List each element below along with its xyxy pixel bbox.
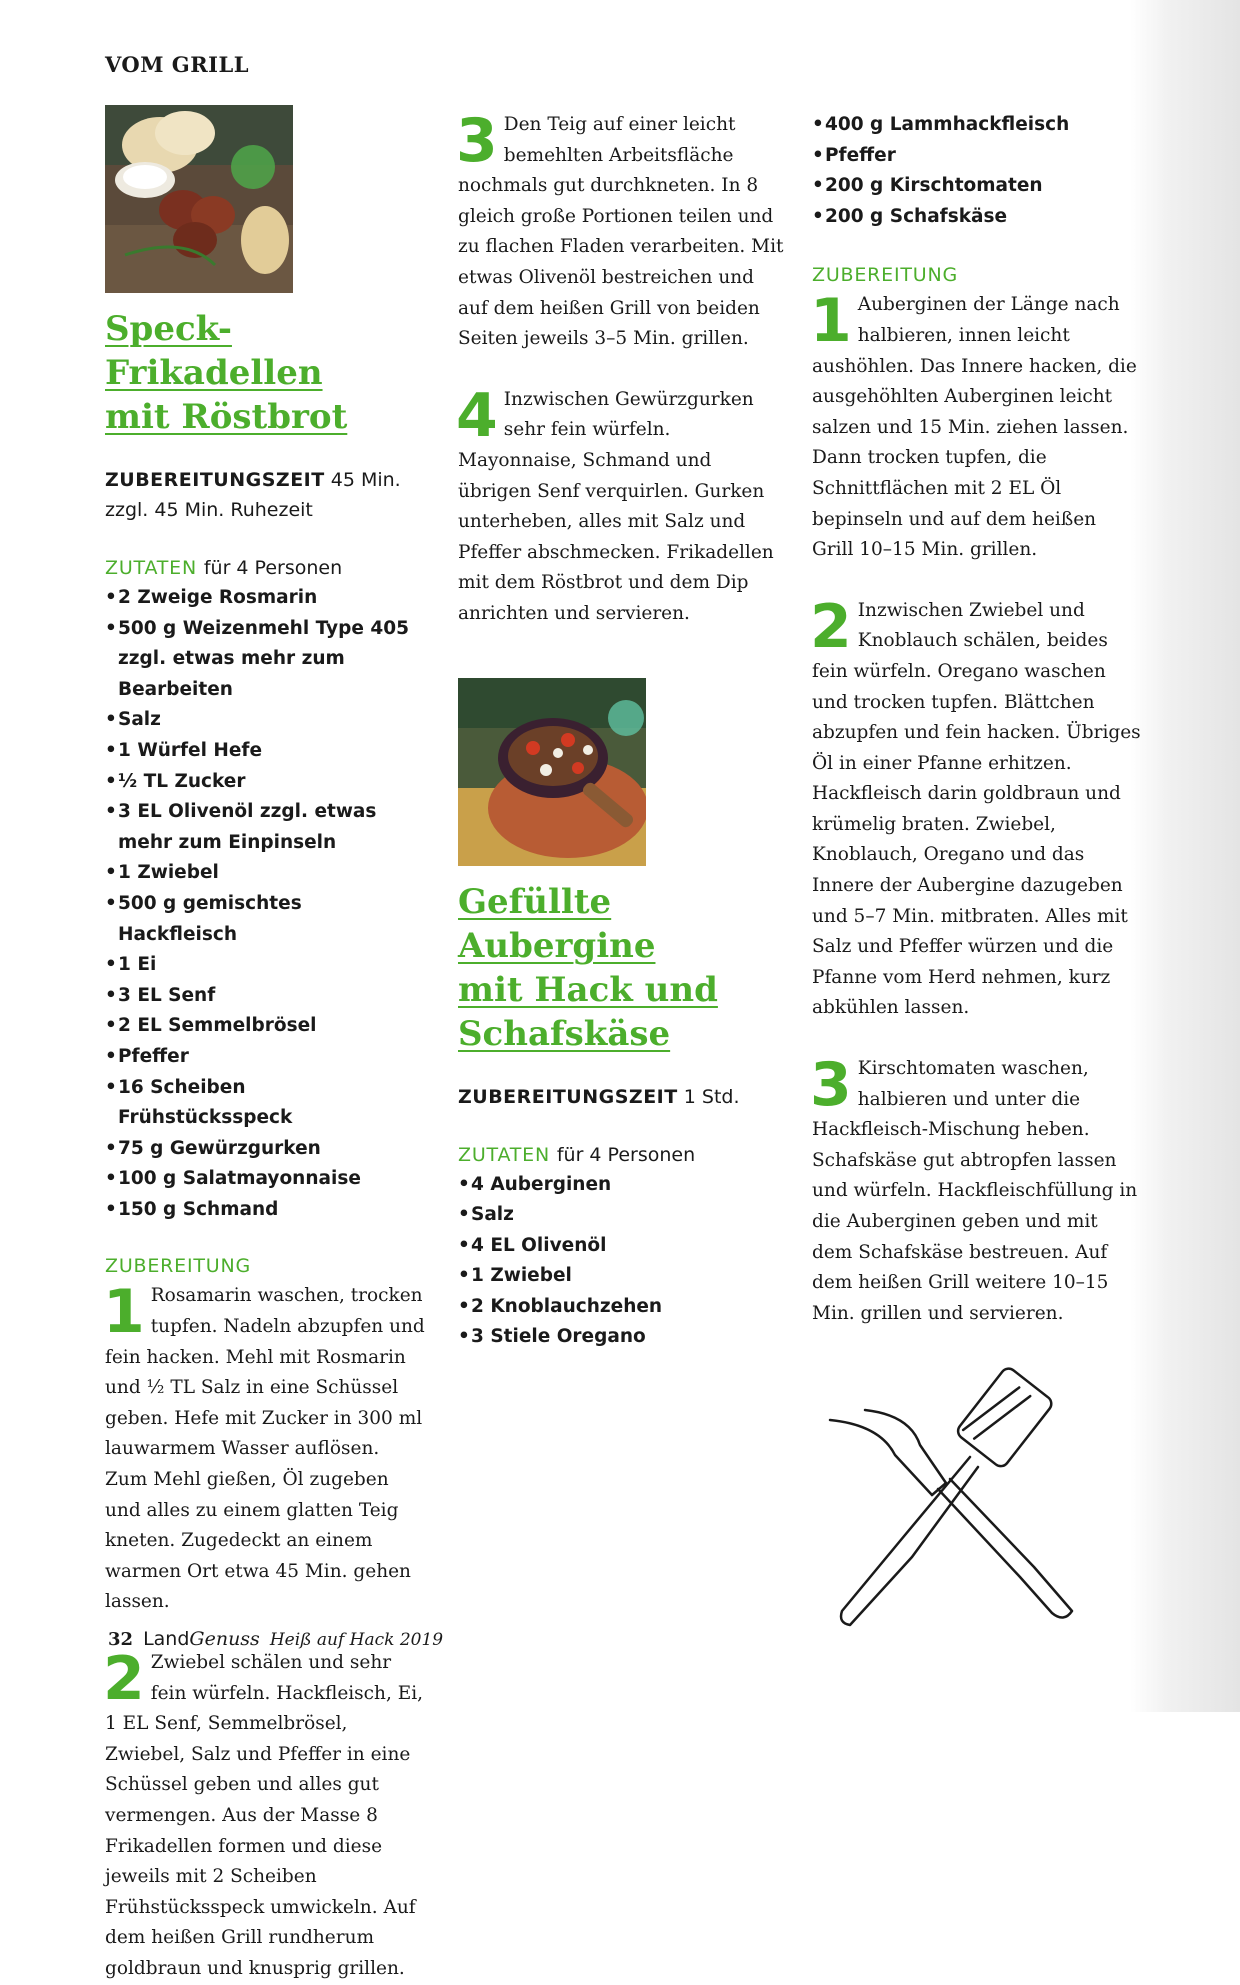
list-item: • 200 g Schafskäse bbox=[812, 202, 1142, 233]
recipe2-ingredient-list-part2 bbox=[812, 110, 1142, 232]
recipe2-step-1 bbox=[810, 286, 1142, 565]
list-item: • 4 Auberginen bbox=[458, 1170, 788, 1201]
brand-logo bbox=[143, 1628, 260, 1650]
step-number: 4 bbox=[456, 380, 498, 451]
list-item: • 500 g Weizenmehl Type 405 zzgl. etwas mehr zum Bearbeiten bbox=[105, 614, 425, 706]
brand-genuss: Genuss bbox=[189, 1628, 260, 1650]
recipe1-step-1 bbox=[103, 1277, 425, 1618]
list-item: • Pfeffer bbox=[812, 141, 1142, 172]
recipe1-title bbox=[105, 307, 425, 439]
list-item: • 200 g Kirschtomaten bbox=[812, 171, 1142, 202]
step-text: Kirschtomaten waschen, halbieren und unter die Hackfleisch-Mischung heben. Schafskäse gut abtropfen lassen und würfeln. Hackfleischfüllung in die Auberginen geben und mit dem Schafskäse bestreuen. Auf dem heißen Grill weitere 10–15 Min. grillen und servieren. bbox=[812, 1058, 1138, 1324]
recipe2-title-line-1: Gefüllte bbox=[458, 881, 612, 922]
step-text: Inzwischen Gewürzgurken sehr fein würfeln. Mayonnaise, Schmand und übrigen Senf verquirlen. Gurken unterheben, alles mit Salz und Pfeffer abschmecken. Frikadellen mit dem Röstbrot und dem Dip anrichten und servieren. bbox=[458, 388, 774, 624]
recipe1-title-line-1: Speck-Frikadellen bbox=[105, 309, 323, 393]
recipe1-time-value: 45 Min. bbox=[330, 469, 401, 491]
list-item: • ½ TL Zucker bbox=[105, 767, 425, 798]
recipe1-ingredients-label: ZUTATEN bbox=[105, 557, 197, 579]
recipe2-title-line-2: Aubergine bbox=[458, 925, 656, 966]
recipe1-step-4 bbox=[456, 380, 788, 630]
recipe1-ingredient-list bbox=[105, 583, 425, 1225]
list-item: • Salz bbox=[458, 1200, 788, 1231]
recipe1-ingredients-heading bbox=[105, 553, 425, 583]
grill-fork-spatula-icon bbox=[820, 1345, 1120, 1645]
step-number: 1 bbox=[810, 286, 852, 357]
recipe2-time bbox=[458, 1082, 788, 1112]
step-number: 2 bbox=[810, 591, 852, 662]
recipe2-time-value: 1 Std. bbox=[683, 1085, 740, 1108]
list-item: • Salz bbox=[105, 705, 425, 736]
list-item: • 500 g gemischtes Hackfleisch bbox=[105, 889, 425, 950]
recipe2-step-2 bbox=[810, 591, 1142, 1024]
list-item: • 75 g Gewürzgurken bbox=[105, 1134, 425, 1165]
list-item: • Pfeffer bbox=[105, 1042, 425, 1073]
step-number: 3 bbox=[810, 1050, 852, 1121]
list-item: • 4 EL Olivenöl bbox=[458, 1231, 788, 1262]
photo-speck-frikadellen bbox=[105, 105, 293, 293]
recipe1-time-extra: zzgl. 45 Min. Ruhezeit bbox=[105, 499, 313, 521]
list-item: • 400 g Lammhackfleisch bbox=[812, 110, 1142, 141]
photo-gefuellte-aubergine bbox=[458, 678, 646, 866]
list-item: • 1 Zwiebel bbox=[458, 1261, 788, 1292]
recipe2-ingredients-label: ZUTATEN bbox=[458, 1143, 550, 1166]
recipe1-ingredients-suffix: für 4 Personen bbox=[203, 557, 343, 579]
recipe2-ingredients-heading bbox=[458, 1140, 788, 1170]
column-2 bbox=[456, 106, 788, 1353]
recipe2-title bbox=[458, 880, 788, 1056]
recipe2-time-label: ZUBEREITUNGSZEIT bbox=[458, 1085, 678, 1108]
step-text: Den Teig auf einer leicht bemehlten Arbeitsfläche nochmals gut durchkneten. In 8 gleich große Portionen teilen und zu flachen Fladen verarbeiten. Mit etwas Olivenöl bestreichen und auf dem heißen Grill von beiden Seiten jeweils 3–5 Min. grillen. bbox=[458, 114, 784, 350]
step-number: 2 bbox=[103, 1644, 145, 1714]
list-item: • 2 Zweige Rosmarin bbox=[105, 583, 425, 614]
recipe2-title-line-4: Schafskäse bbox=[458, 1013, 671, 1054]
list-item: • 1 Zwiebel bbox=[105, 858, 425, 889]
list-item: • 3 EL Senf bbox=[105, 981, 425, 1012]
recipe1-title-line-2: mit Röstbrot bbox=[105, 397, 348, 437]
list-item: • 1 Ei bbox=[105, 950, 425, 981]
recipe2-ingredient-list-part1 bbox=[458, 1170, 788, 1354]
page-edge-shadow bbox=[1130, 0, 1240, 1712]
recipe2-step-3 bbox=[810, 1050, 1142, 1329]
list-item: • 1 Würfel Hefe bbox=[105, 736, 425, 767]
recipe1-time-label: ZUBEREITUNGSZEIT bbox=[105, 469, 325, 491]
recipe1-time bbox=[105, 465, 425, 525]
recipe1-prep-heading: ZUBEREITUNG bbox=[105, 1255, 252, 1278]
step-text: Inzwischen Zwiebel und Knoblauch schälen, beides fein würfeln. Oregano waschen und trocken tupfen. Blättchen abzupfen und fein hacken. Übriges Öl in einer Pfanne erhitzen. Hackfleisch darin goldbraun und krümelig braten. Zwiebel, Knoblauch, Oregano und das Innere der Aubergine dazugeben und 5–7 Min. mitbraten. Alles mit Salz und Pfeffer würzen und die Pfanne vom Herd nehmen, kurz abkühlen lassen. bbox=[812, 599, 1141, 1019]
step-text: Zwiebel schälen und sehr fein würfeln. Hackfleisch, Ei, 1 EL Senf, Semmelbrösel, Zwiebel, Salz und Pfeffer in eine Schüssel geben und alles gut vermengen. Aus der Masse 8 Frikadellen formen und diese jeweils mit 2 Scheiben Frühstücksspeck umwickeln. Auf dem heißen Grill rundherum goldbraun und knusprig grillen. bbox=[105, 1652, 424, 1979]
recipe2-ingredients-suffix: für 4 Personen bbox=[556, 1143, 696, 1166]
list-item: • 16 Scheiben Frühstücksspeck bbox=[105, 1073, 425, 1134]
column-1 bbox=[105, 105, 425, 1985]
recipe1-step-2 bbox=[103, 1644, 425, 1985]
list-item: • 150 g Schmand bbox=[105, 1195, 425, 1226]
step-text: Rosamarin waschen, trocken tupfen. Nadeln abzupfen und fein hacken. Mehl mit Rosmarin und ½ TL Salz in eine Schüssel geben. Hefe mit Zucker in 300 ml lauwarmem Wasser auflösen. Zum Mehl gießen, Öl zugeben und alles zu einem glatten Teig kneten. Zugedeckt an einem warmen Ort etwa 45 Min. gehen lassen. bbox=[105, 1285, 425, 1613]
list-item: • 3 EL Olivenöl zzgl. etwas mehr zum Einpinseln bbox=[105, 797, 425, 858]
recipe2-title-line-3: mit Hack und bbox=[458, 969, 718, 1010]
page-number: 32 bbox=[108, 1629, 134, 1650]
step-number: 1 bbox=[103, 1277, 145, 1348]
recipe2-prep-heading: ZUBEREITUNG bbox=[812, 264, 959, 287]
step-text: Auberginen der Länge nach halbieren, innen leicht aushöhlen. Das Innere hacken, die ausgehöhlten Auberginen leicht salzen und 15 Min. ziehen lassen. Dann trocken tupfen, die Schnittflächen mit 2 EL Öl bepinseln und auf dem heißen Grill 10–15 Min. grillen. bbox=[812, 294, 1137, 561]
column-3 bbox=[812, 110, 1142, 1329]
step-number: 3 bbox=[456, 106, 498, 176]
list-item: • 3 Stiele Oregano bbox=[458, 1322, 788, 1353]
footer bbox=[108, 1628, 443, 1650]
list-item: • 2 EL Semmelbrösel bbox=[105, 1011, 425, 1042]
issue-title: Heiß auf Hack 2019 bbox=[269, 1630, 444, 1650]
brand-land: Land bbox=[143, 1628, 190, 1650]
recipe1-step-3 bbox=[456, 106, 788, 355]
list-item: • 100 g Salatmayonnaise bbox=[105, 1164, 425, 1195]
list-item: • 2 Knoblauchzehen bbox=[458, 1292, 788, 1323]
section-label: VOM GRILL bbox=[105, 52, 250, 77]
